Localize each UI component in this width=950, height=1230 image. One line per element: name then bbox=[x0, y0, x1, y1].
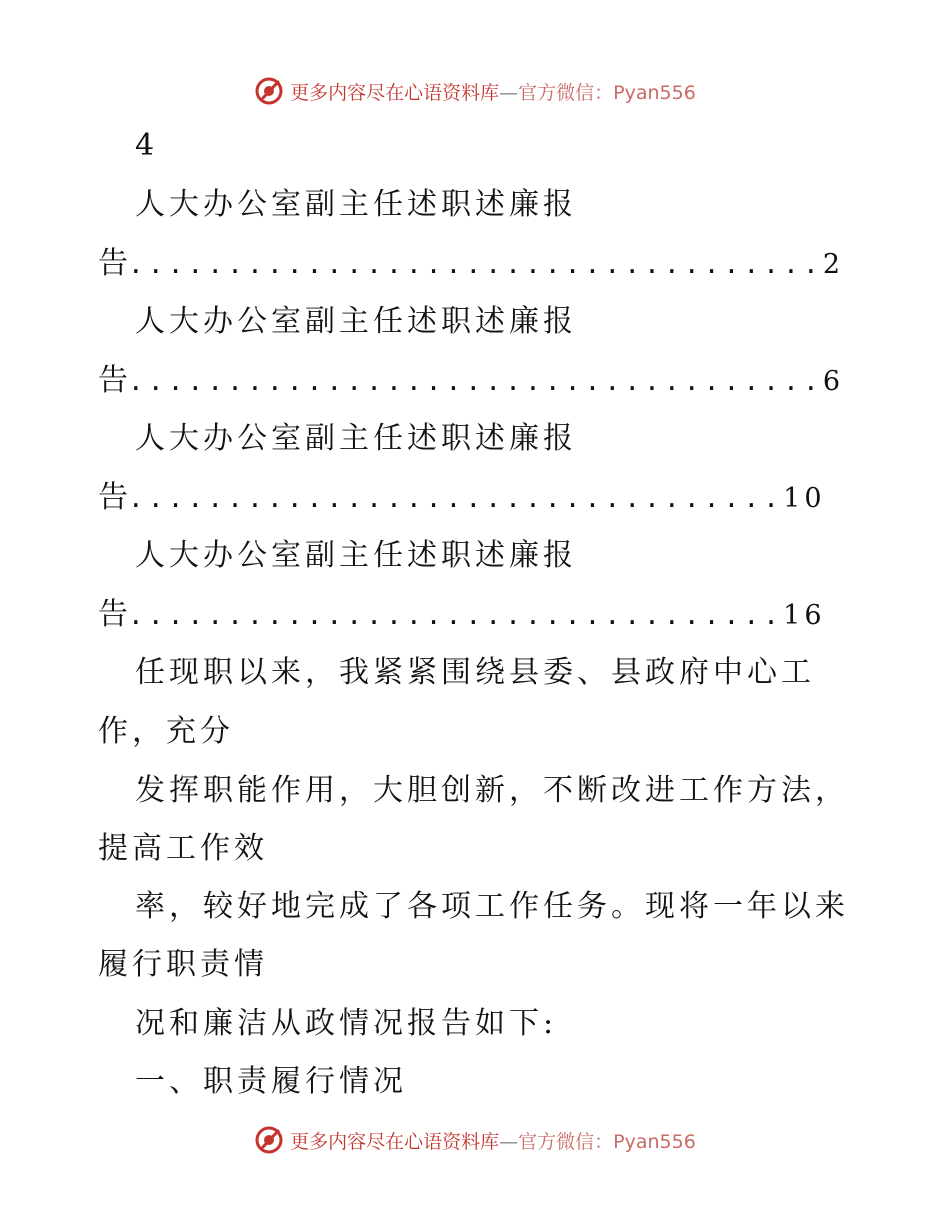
body-text-line: 提高工作效 bbox=[98, 831, 268, 866]
toc-entry-leader-row bbox=[98, 244, 844, 284]
toc-dot-leader: ................................. bbox=[128, 601, 784, 631]
brand-logo-icon bbox=[254, 1125, 284, 1155]
toc-dot-leader: ................................... bbox=[128, 250, 823, 280]
body-text-line: 履行职责情 bbox=[98, 947, 268, 982]
toc-entry-title: 人大办公室副主任述职述廉报 bbox=[135, 187, 577, 222]
brand-logo-icon bbox=[254, 76, 284, 106]
toc-dot-leader: ................................... bbox=[128, 367, 823, 397]
toc-dot-leader: ................................. bbox=[128, 484, 784, 514]
toc-entry-leader-row bbox=[98, 478, 826, 518]
body-text-line: 任现职以来，我紧紧围绕县委、县政府中心工 bbox=[135, 655, 815, 690]
toc-entry-page-number: 2 bbox=[822, 249, 845, 280]
body-text-line: 发挥职能作用，大胆创新，不断改进工作方法， bbox=[135, 773, 849, 808]
toc-entry-title: 人大办公室副主任述职述廉报 bbox=[135, 421, 577, 456]
toc-entry-wrap: 告 bbox=[98, 246, 128, 281]
watermark-header bbox=[0, 74, 950, 108]
watermark-footer bbox=[0, 1123, 950, 1157]
toc-entry-wrap: 告 bbox=[98, 597, 128, 632]
watermark-text: 更多内容尽在心语资料库—官方微信：Pyan556 bbox=[290, 1130, 696, 1153]
toc-entry-wrap: 告 bbox=[98, 363, 128, 398]
toc-entry-leader-row bbox=[98, 595, 826, 635]
body-text-line: 率，较好地完成了各项工作任务。现将一年以来 bbox=[135, 889, 849, 924]
toc-entry-title: 人大办公室副主任述职述廉报 bbox=[135, 304, 577, 339]
toc-entry-page-number: 10 bbox=[783, 483, 826, 514]
body-text-line: 作，充分 bbox=[98, 714, 234, 749]
body-text-line: 况和廉洁从政情况报告如下: bbox=[135, 1006, 558, 1041]
watermark-text: 更多内容尽在心语资料库—官方微信：Pyan556 bbox=[290, 81, 696, 104]
toc-leading-page-number: 4 bbox=[135, 128, 159, 163]
toc-entry-page-number: 16 bbox=[783, 600, 826, 631]
toc-entry-wrap: 告 bbox=[98, 480, 128, 515]
toc-entry-leader-row bbox=[98, 361, 844, 401]
toc-entry-page-number: 6 bbox=[822, 366, 845, 397]
section-heading: 一、职责履行情况 bbox=[135, 1064, 407, 1099]
toc-entry-title: 人大办公室副主任述职述廉报 bbox=[135, 538, 577, 573]
